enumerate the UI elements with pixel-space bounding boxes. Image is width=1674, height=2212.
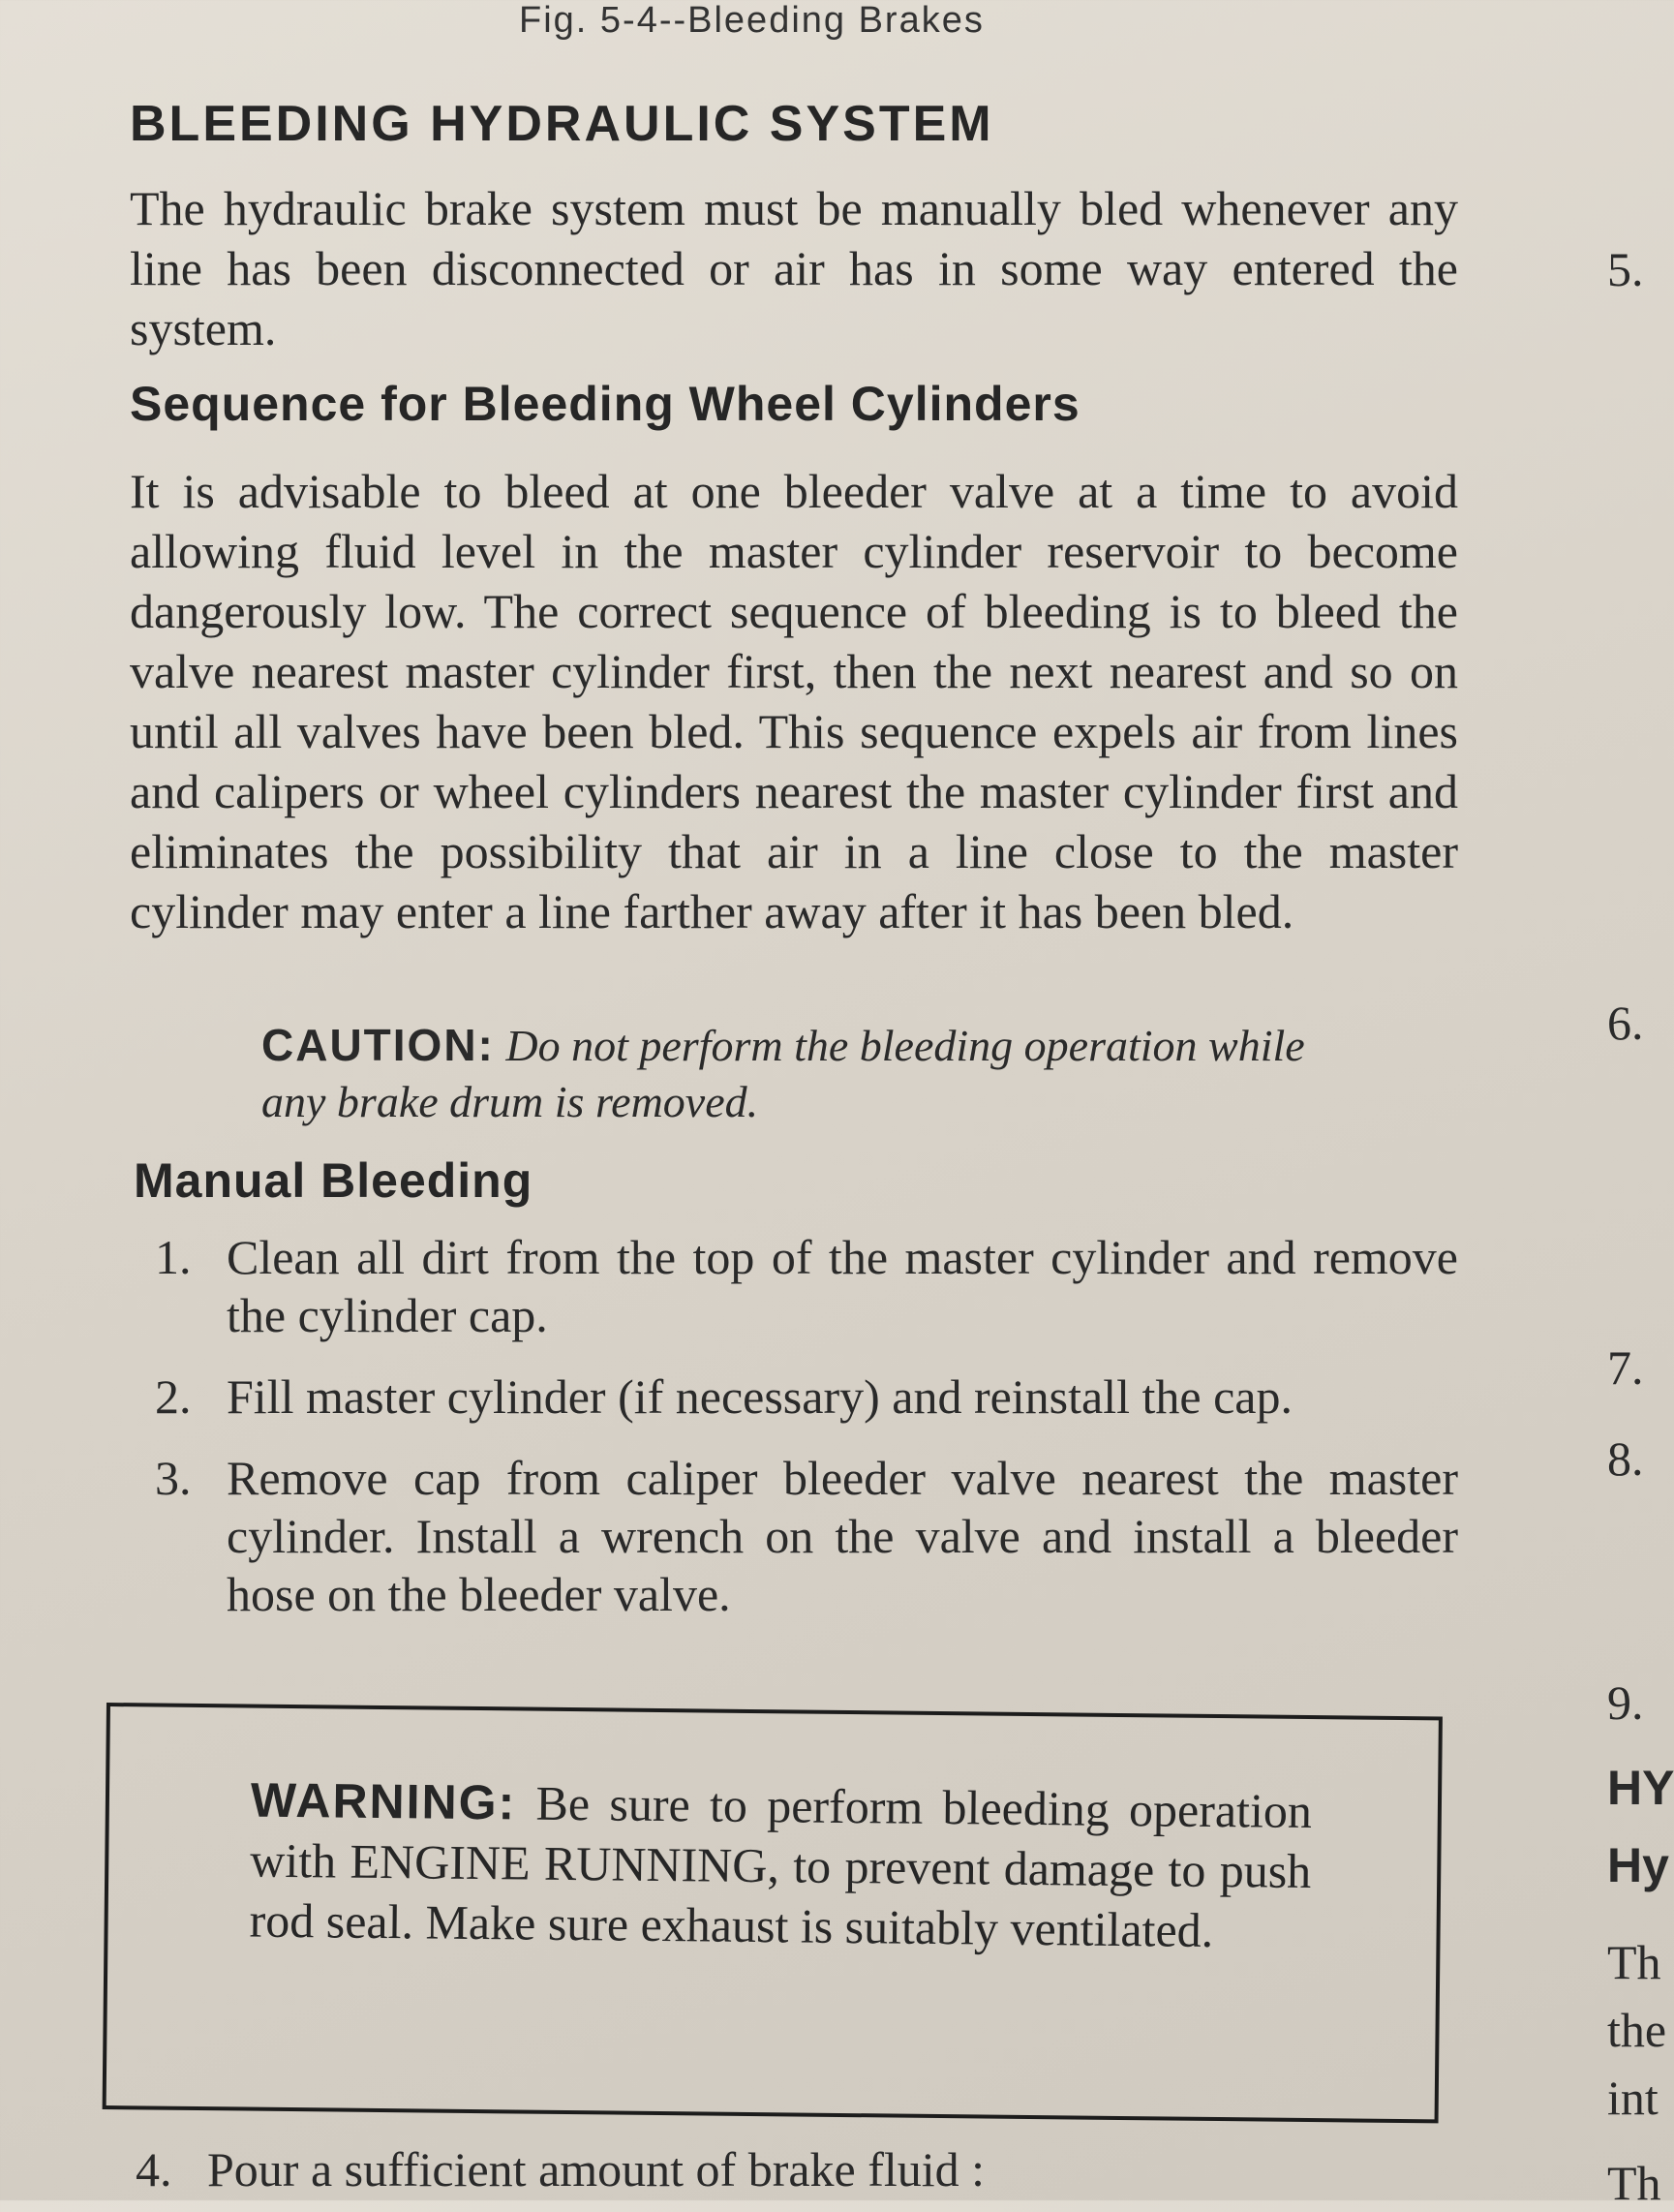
margin-text: 5. bbox=[1607, 242, 1644, 296]
step-text: Pour a sufficient amount of brake fluid : bbox=[207, 2142, 986, 2197]
manual-bleeding-steps bbox=[155, 1228, 1458, 1646]
margin-text: 9. bbox=[1607, 1675, 1644, 1730]
margin-text: Hy bbox=[1607, 1838, 1669, 1892]
step-item bbox=[155, 1228, 1458, 1344]
section-title: BLEEDING HYDRAULIC SYSTEM bbox=[130, 96, 994, 152]
margin-text: Th bbox=[1607, 1935, 1661, 1989]
warning-note bbox=[249, 1770, 1312, 1961]
step-number: 4. bbox=[136, 2142, 172, 2197]
warning-box bbox=[103, 1703, 1443, 2123]
warning-label: WARNING: bbox=[250, 1772, 517, 1830]
warning-text: Be sure to perform bleeding operation with ENGINE RUNNING, to prevent damage to push rod seal. Make sure exhaust is suitably ventilated. bbox=[249, 1775, 1313, 1957]
manual-bleeding-heading: Manual Bleeding bbox=[134, 1153, 533, 1208]
margin-text: the bbox=[1607, 2003, 1667, 2057]
caution-label: CAUTION: bbox=[261, 1020, 495, 1070]
sequence-heading: Sequence for Bleeding Wheel Cylinders bbox=[130, 377, 1080, 431]
step-text: Fill master cylinder (if necessary) and reinstall the cap. bbox=[227, 1369, 1293, 1424]
step-item bbox=[155, 1367, 1458, 1426]
margin-text: 8. bbox=[1607, 1431, 1644, 1486]
step-text: Clean all dirt from the top of the master cylinder and remove the cylinder cap. bbox=[227, 1230, 1458, 1342]
sequence-paragraph: It is advisable to bleed at one bleeder valve at a time to avoid allowing fluid level in the master cylinder reservoir to become dangerously low. The correct sequence of bleeding is to bleed the valve nearest master cylinder first, then the next nearest and so on until all valves have been bled. This sequence expels air from lines and calipers or wheel cylinders nearest the master cylinder first and eliminates the possibility that air in a line close to the master cylinder may enter a line farther away after it has been bled. bbox=[130, 464, 1458, 938]
margin-text: HY bbox=[1607, 1761, 1674, 1815]
margin-text: 7. bbox=[1607, 1340, 1644, 1395]
step-item-partial bbox=[136, 2140, 1336, 2198]
step-text: Remove cap from caliper bleeder valve nearest the master cylinder. Install a wrench on the valve and install a bleeder hose on the bleeder valve. bbox=[227, 1451, 1458, 1621]
margin-text: 6. bbox=[1607, 996, 1644, 1050]
step-number: 3. bbox=[155, 1451, 192, 1505]
margin-text: Th bbox=[1607, 2156, 1661, 2210]
step-number: 1. bbox=[155, 1230, 192, 1284]
caution-note bbox=[261, 1017, 1336, 1130]
step-item bbox=[155, 1449, 1458, 1623]
intro-paragraph: The hydraulic brake system must be manually bled whenever any line has been disconnected or air has in some way entered the system. bbox=[130, 181, 1458, 355]
caution-text: Do not perform the bleeding operation while any brake drum is removed. bbox=[261, 1021, 1305, 1126]
figure-caption: Fig. 5-4--Bleeding Brakes bbox=[519, 0, 985, 41]
step-number: 2. bbox=[155, 1369, 192, 1424]
next-column-cutoff bbox=[1568, 0, 1674, 2210]
margin-text: int bbox=[1607, 2071, 1659, 2125]
